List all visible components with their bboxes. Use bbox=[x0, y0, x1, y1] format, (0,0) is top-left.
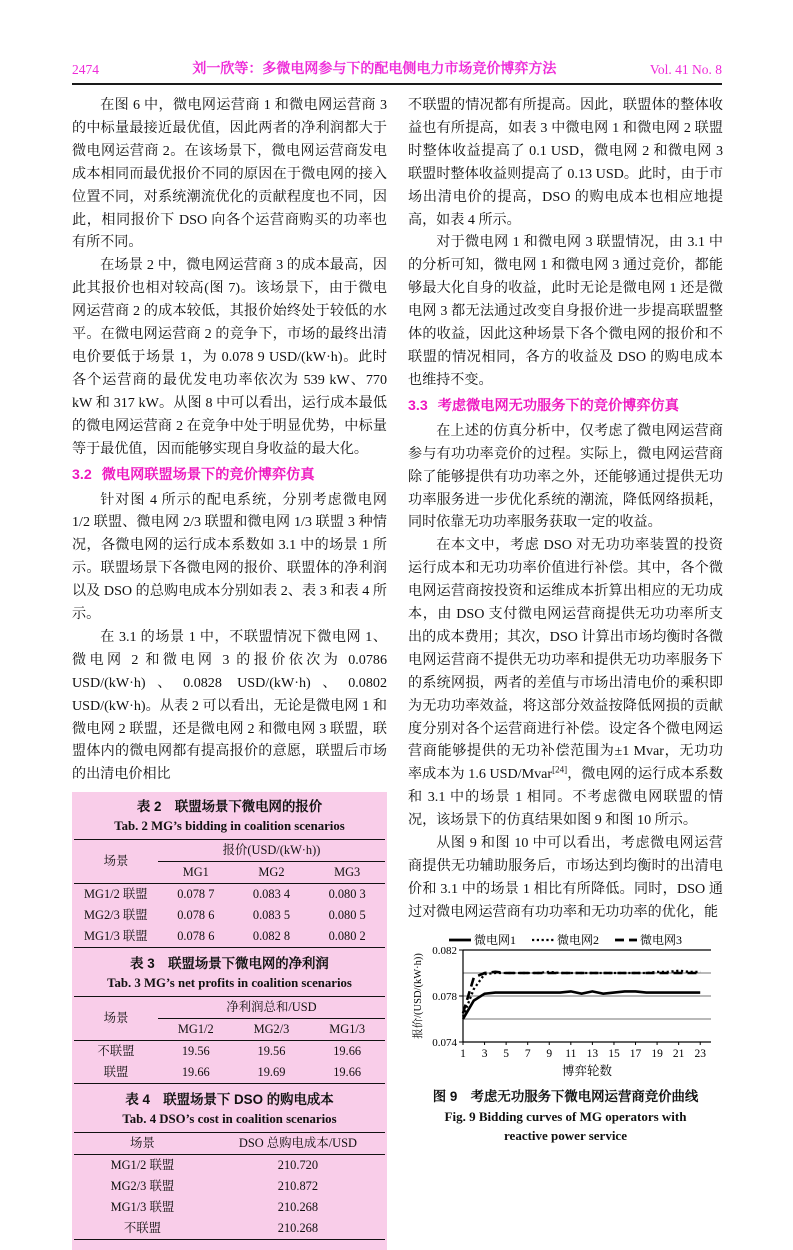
cell: 不联盟 bbox=[97, 1044, 135, 1059]
svg-text:21: 21 bbox=[672, 1047, 684, 1060]
cell: 0.082 8 bbox=[252, 929, 291, 944]
cell: MG2/3 联盟 bbox=[110, 1179, 175, 1194]
table3-title-en: Tab. 3 MG’s net profits in coalition scenarios bbox=[107, 976, 352, 991]
figure9-caption-en-line1: Fig. 9 Bidding curves of MG operators with bbox=[444, 1108, 687, 1124]
page-header bbox=[72, 58, 722, 85]
svg-text:19: 19 bbox=[650, 1047, 663, 1060]
page-number: 2474 bbox=[72, 62, 99, 77]
cell: 210.268 bbox=[277, 1221, 319, 1236]
table-row bbox=[74, 926, 385, 948]
cell: MG1/2 联盟 bbox=[110, 1158, 175, 1173]
table3 bbox=[74, 996, 385, 1084]
section-heading-3-2 bbox=[72, 463, 387, 487]
table2-scenario-header: 场景 bbox=[74, 840, 158, 884]
two-column-body bbox=[72, 94, 722, 1250]
svg-text:微电网1: 微电网1 bbox=[473, 932, 516, 947]
cell: 不联盟 bbox=[123, 1221, 161, 1236]
table3-scenario-header: 场景 bbox=[74, 997, 158, 1041]
svg-text:0.074: 0.074 bbox=[431, 1036, 457, 1049]
svg-text:微电网3: 微电网3 bbox=[639, 932, 682, 947]
cell: 210.268 bbox=[277, 1200, 319, 1215]
table-row bbox=[74, 1218, 385, 1240]
paragraph: 对于微电网 1 和微电网 3 联盟情况，由 3.1 中的分析可知，微电网 1 和微电网 3 通过竞价，都能够最大化自身的收益，此时无论是微电网 1 还是微电网 3 都无法通过改变自身报价进一步提高联盟整体的收益，因此这种场景下各个微电网的报价和不联盟的情况相同，各方的收益及 DSO 的购电成本也维持不变。 bbox=[408, 234, 723, 388]
table2-col-mg1: MG1 bbox=[158, 862, 234, 884]
svg-text:15: 15 bbox=[607, 1047, 620, 1060]
tables-block bbox=[72, 792, 387, 1250]
table3-col-mg12: MG1/2 bbox=[158, 1019, 234, 1041]
paragraph-text: ，微电网的运行成本系数和 3.1 中的场景 1 相同。不考虑微电网联盟的情况，该场景下的仿真结果如图 9 和图 10 所示。 bbox=[408, 766, 723, 829]
cell: 210.720 bbox=[277, 1158, 319, 1173]
paragraph: 从图 9 和图 10 中可以看出，考虑微电网运营商提供无功辅助服务后，市场达到均衡时的出清电价和 3.1 中的场景 1 相比有所降低。同时，DSO 通过对微电网运营商有功功率和无功功率的优化，能 bbox=[408, 835, 723, 920]
svg-text:博弈轮数: 博弈轮数 bbox=[561, 1063, 612, 1078]
volume-label: Vol. 41 No. 8 bbox=[649, 62, 722, 77]
paragraph: 在上述的仿真分析中，仅考虑了微电网运营商参与有功功率竞价的过程。实际上，微电网运营商除了能够提供有功功率之外，还能够通过提供无功功率服务进一步优化系统的潮流，降低网络损耗，同时依靠无功功率服务获取一定的收益。 bbox=[408, 422, 723, 531]
cell: MG2/3 联盟 bbox=[84, 908, 148, 923]
column-left bbox=[72, 94, 387, 1250]
table4 bbox=[74, 1132, 385, 1240]
figure9-chart-svg bbox=[409, 932, 723, 1082]
column-right bbox=[408, 94, 723, 1250]
table-row bbox=[74, 1041, 385, 1063]
cell: 19.66 bbox=[333, 1044, 362, 1059]
cell: 0.078 7 bbox=[177, 887, 215, 902]
paragraph: 针对图 4 所示的配电系统，分别考虑微电网 1/2 联盟、微电网 2/3 联盟和微电网 1/3 联盟 3 种情况，各微电网的运行成本系数如 3.1 中的场景 1 所示。联盟场景下各微电网的报价、联盟体的净利润以及 DSO 的总购电成本分别如表 2、表 3 和表 4 所示。 bbox=[72, 491, 387, 623]
cell: 210.872 bbox=[277, 1179, 319, 1194]
cell: 0.080 3 bbox=[328, 887, 366, 902]
figure9 bbox=[408, 932, 723, 1145]
paragraph: 在图 6 中，微电网运营商 1 和微电网运营商 3 的中标量最接近最优值，因此两者的净利润都大于微电网运营商 2。在该场景下，微电网运营商发电成本相同而最优报价不同的原因在于微电网的接入位置不同，对系统潮流优化的贡献程度也不同，因此，相同报价下 DSO 向各个运营商购买的功率也有所不同。 bbox=[72, 97, 387, 251]
section-number: 3.3 bbox=[408, 397, 428, 414]
paragraph bbox=[408, 534, 723, 832]
table4-title-zh: 表 4 联盟场景下 DSO 的购电成本 bbox=[125, 1092, 334, 1108]
table-row bbox=[74, 1197, 385, 1218]
paragraph: 在场景 2 中，微电网运营商 3 的成本最高，因此其报价也相对较高(图 7)。该场景下，由于微电网运营商 2 的成本较低，其报价始终处于较低的水平。在微电网运营商 2 的竞争下，市场的最终出清电价要低于场景 1，为 0.078 9 USD/(kW·h)。此时各个运营商的最优发电功率依次为 539 kW、770 kW 和 317 kW。从图 8 中可以看出，运行成本最低的微电网运营商 2 在竞争中处于明显优势，中标量等于最优值，因而能够实现自身收益的最大化。 bbox=[72, 257, 387, 457]
cell: 0.078 6 bbox=[177, 908, 215, 923]
svg-text:报价/(USD/(kW·h)): 报价/(USD/(kW·h)) bbox=[412, 952, 424, 1039]
cell: 联盟 bbox=[103, 1065, 129, 1080]
svg-text:3: 3 bbox=[481, 1047, 487, 1060]
paragraph: 在 3.1 的场景 1 中，不联盟情况下微电网 1、微电网 2 和微电网 3 的报价依次为 0.0786 USD/(kW·h)、0.0828 USD/(kW·h)、0.0802 USD/(kW·h)。从表 2 可以看出，无论是微电网 1 和微电网 2 联盟，还是微电网 2 和微电网 3 联盟，联盟体内的微电网都有提高报价的意愿，联盟后市场的出清电价相比 bbox=[72, 628, 387, 783]
citation-superscript: [24] bbox=[552, 764, 568, 775]
svg-text:11: 11 bbox=[564, 1047, 576, 1060]
cell: 19.66 bbox=[333, 1065, 362, 1080]
cell: 19.66 bbox=[181, 1065, 210, 1080]
svg-text:7: 7 bbox=[524, 1047, 531, 1060]
cell: 19.56 bbox=[181, 1044, 210, 1059]
cell: MG1/2 联盟 bbox=[84, 887, 148, 902]
cell: 0.080 2 bbox=[328, 929, 366, 944]
svg-text:5: 5 bbox=[502, 1047, 509, 1060]
svg-text:23: 23 bbox=[693, 1047, 706, 1060]
svg-text:微电网2: 微电网2 bbox=[556, 932, 599, 947]
svg-text:13: 13 bbox=[586, 1047, 598, 1060]
table3-group-header: 净利润总和/USD bbox=[158, 997, 385, 1019]
svg-text:9: 9 bbox=[545, 1047, 552, 1060]
table-row bbox=[74, 1155, 385, 1177]
svg-text:0.078: 0.078 bbox=[431, 990, 457, 1003]
section-title: 微电网联盟场景下的竞价博弈仿真 bbox=[101, 466, 315, 483]
cell: 0.080 5 bbox=[328, 908, 366, 923]
cell: 0.083 4 bbox=[252, 887, 291, 902]
table3-col-mg13: MG1/3 bbox=[309, 1019, 385, 1041]
cell: MG1/3 联盟 bbox=[84, 929, 148, 944]
table-row bbox=[74, 884, 385, 906]
svg-text:1: 1 bbox=[459, 1047, 466, 1060]
figure9-caption-zh: 图 9 考虑无功服务下微电网运营商竞价曲线 bbox=[432, 1088, 699, 1104]
cell: 19.69 bbox=[257, 1065, 286, 1080]
table2 bbox=[74, 839, 385, 948]
table4-cost-header: DSO 总购电成本/USD bbox=[211, 1133, 385, 1155]
svg-text:0.082: 0.082 bbox=[431, 944, 457, 957]
section-number: 3.2 bbox=[72, 466, 92, 483]
table3-title-zh: 表 3 联盟场景下微电网的净利润 bbox=[130, 956, 329, 972]
cell: 19.56 bbox=[257, 1044, 286, 1059]
journal-title: 刘一欣等：多微电网参与下的配电侧电力市场竞价博弈方法 bbox=[192, 60, 557, 76]
table2-title-zh: 表 2 联盟场景下微电网的报价 bbox=[136, 799, 323, 815]
cell: MG1/3 联盟 bbox=[110, 1200, 175, 1215]
table4-scenario-header: 场景 bbox=[74, 1133, 211, 1155]
section-title: 考虑微电网无功服务下的竞价博弈仿真 bbox=[437, 397, 679, 414]
svg-text:17: 17 bbox=[629, 1047, 641, 1060]
table2-title-en: Tab. 2 MG’s bidding in coalition scenarios bbox=[114, 819, 345, 834]
table3-col-mg23: MG2/3 bbox=[234, 1019, 310, 1041]
table2-col-mg2: MG2 bbox=[234, 862, 310, 884]
figure9-caption-en-line2: reactive power service bbox=[504, 1127, 627, 1143]
table4-title-en: Tab. 4 DSO’s cost in coalition scenarios bbox=[122, 1112, 337, 1127]
paragraph-text: 在本文中，考虑 DSO 对无功功率装置的投资运行成本和无功功率价值进行补偿。其中，各个微电网运营商按投资和运维成本折算出相应的无功成本，由 DSO 支付微电网运营商提供无功功率所支出的成本费用；其次，DSO 计算出市场均衡时各微电网运营商不提供无功功率和提供无功功率服务下的系统网损，两者的差值与市场出清电价的乘积即为无功功率效益，将这部分效益按降低网损的贡献度分别对各个运营商进行补偿。设定各个微电网运营商能够提供的无功补偿范围为±1 Mvar，无功功率成本为 1.6 USD/Mvar bbox=[408, 537, 723, 783]
cell: 0.078 6 bbox=[177, 929, 215, 944]
table2-col-mg3: MG3 bbox=[309, 862, 385, 884]
paragraph: 不联盟的情况都有所提高。因此，联盟体的整体收益也有所提高，如表 3 中微电网 1 和微电网 2 联盟时整体收益提高了 0.1 USD，微电网 2 和微电网 3 联盟时整体收益则提高了 0.13 USD。此时，由于市场出清电价的提高，DSO 的购电成本也相应地提高，如表 4 所示。 bbox=[408, 97, 723, 228]
section-heading-3-3 bbox=[408, 394, 723, 418]
table2-group-header: 报价(USD/(kW·h)) bbox=[158, 840, 385, 862]
table-row bbox=[74, 1062, 385, 1084]
cell: 0.083 5 bbox=[252, 908, 291, 923]
table-row bbox=[74, 905, 385, 926]
table-row bbox=[74, 1176, 385, 1197]
